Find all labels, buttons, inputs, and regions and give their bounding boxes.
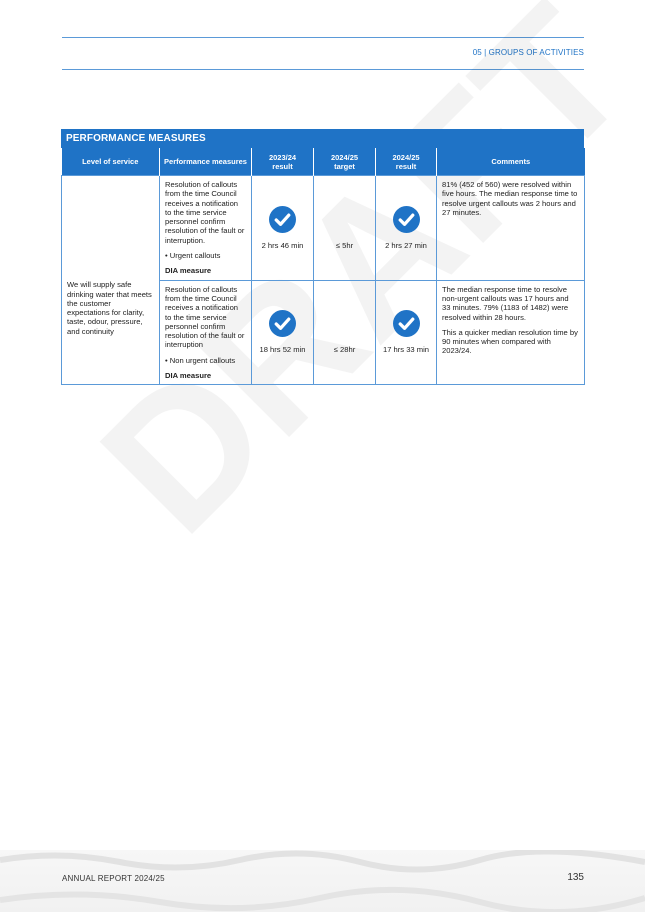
col-2023-24-result-label: 2023/24 result xyxy=(268,152,297,171)
target-2024-25-cell xyxy=(314,176,376,281)
result-2023-24-value: 18 hrs 52 min xyxy=(259,345,306,355)
result-2024-25-cell xyxy=(376,176,437,281)
result-2024-25-value: 17 hrs 33 min xyxy=(382,345,429,355)
target-2024-25-value: ≤ 5hr xyxy=(335,240,354,250)
col-2023-24-result xyxy=(252,148,314,176)
result-2023-24-value: 2 hrs 46 min xyxy=(261,240,304,250)
measure-cell xyxy=(160,280,252,385)
performance-measures-table xyxy=(61,129,584,385)
measure-bullet: • Non urgent callouts xyxy=(165,355,236,365)
target-2024-25-cell xyxy=(314,280,376,385)
table-row xyxy=(62,176,585,281)
col-2024-25-target-label: 2024/25 target xyxy=(330,152,359,171)
page-number: 135 xyxy=(567,872,584,883)
col-2024-25-result-label: 2024/25 result xyxy=(392,152,420,171)
check-circle-icon xyxy=(269,206,296,233)
target-2024-25-value: ≤ 28hr xyxy=(333,345,356,355)
measure-tag: DIA measure xyxy=(165,266,212,276)
measure-text: Resolution of callouts from the time Council receives a notification to the time service personnel confirm resolution of the fault or interruption xyxy=(165,284,245,350)
measure-tag: DIA measure xyxy=(165,371,212,381)
footer-report-title: ANNUAL REPORT 2024/25 xyxy=(62,874,165,883)
result-2024-25-cell xyxy=(376,280,437,385)
result-2023-24-cell xyxy=(252,280,314,385)
col-performance-measures: Performance measures xyxy=(160,148,252,176)
table-header-row xyxy=(62,148,585,176)
measure-text: Resolution of callouts from the time Council receives a notification to the time service personnel confirm resolution of the fault or interruption. xyxy=(165,180,245,245)
level-of-service-cell: We will supply safe drinking water that meets the customer expectations for clarity, taste, odour, pressure, and continuity xyxy=(62,176,160,385)
check-circle-icon xyxy=(269,310,296,337)
comment-paragraph: The median response time to resolve non-urgent callouts was 17 hours and 33 minutes. 79% (1183 of 1482) were resolved within 28 hours. xyxy=(442,284,569,322)
result-2023-24-cell xyxy=(252,176,314,281)
section-label: 05 | GROUPS OF ACTIVITIES xyxy=(472,48,584,57)
check-circle-icon xyxy=(393,206,420,233)
header-rule-top xyxy=(62,37,584,38)
col-2024-25-target xyxy=(314,148,376,176)
comments-cell xyxy=(437,176,585,281)
comment-paragraph: This a quicker median resolution time by 90 minutes when compared with 2023/24. xyxy=(442,327,578,356)
measure-cell xyxy=(160,176,252,281)
result-2024-25-value: 2 hrs 27 min xyxy=(385,240,427,250)
table-title: PERFORMANCE MEASURES xyxy=(61,129,584,148)
measure-bullet: • Urgent callouts xyxy=(165,251,221,261)
comment-paragraph: 81% (452 of 560) were resolved within five hours. The median response time to resolve urgent callouts was 2 hours and 27 minutes. xyxy=(442,180,578,217)
comments-cell xyxy=(437,280,585,385)
col-comments: Comments xyxy=(437,148,585,176)
col-level-of-service: Level of service xyxy=(62,148,160,176)
col-2024-25-result xyxy=(376,148,437,176)
check-circle-icon xyxy=(393,310,420,337)
header-rule-bottom xyxy=(62,69,584,70)
